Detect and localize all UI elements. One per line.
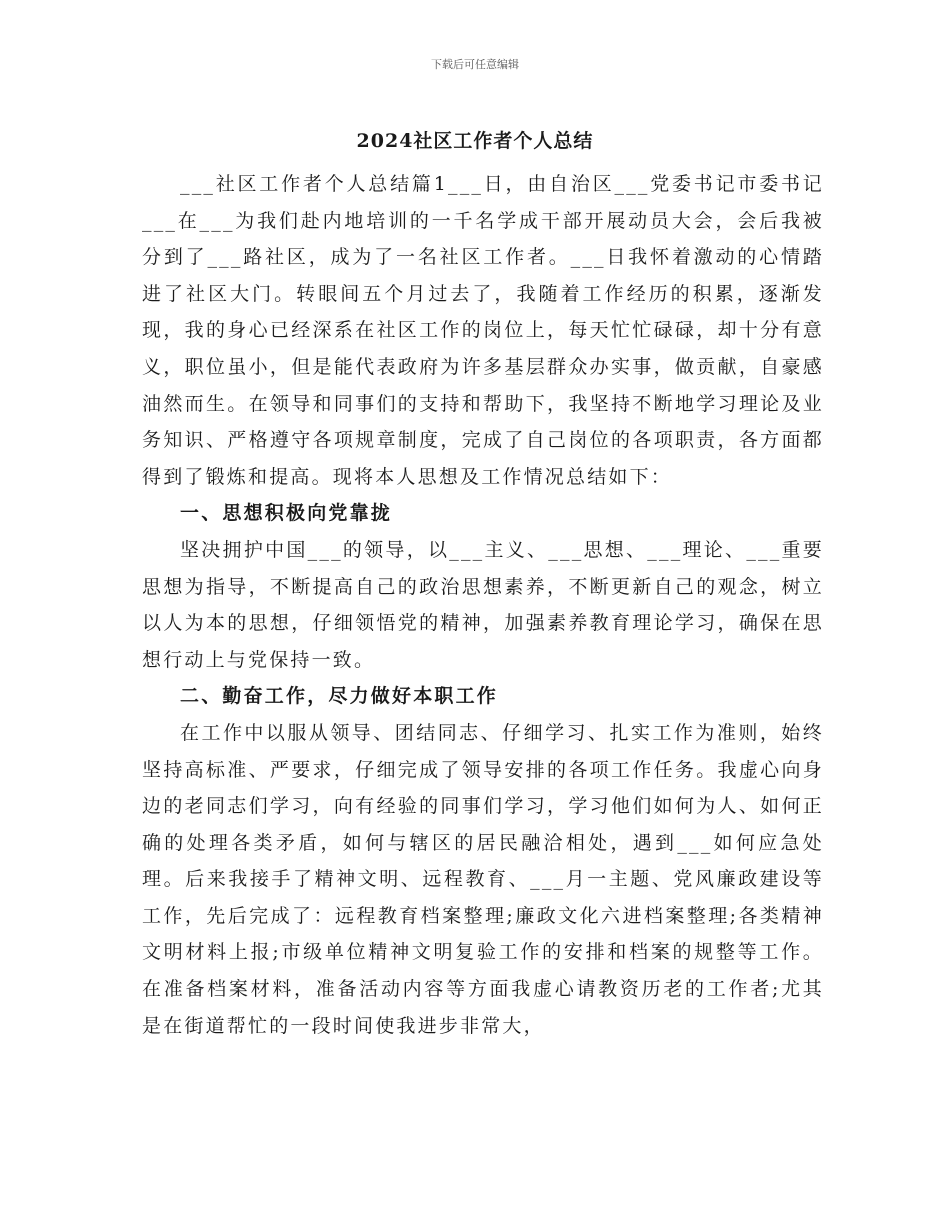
section-heading-2: 二、勤奋工作，尽力做好本职工作	[180, 685, 499, 708]
section-heading-1: 一、思想积极向党靠拢	[180, 502, 393, 525]
section-paragraph-1: 坚决拥护中国___的领导，以___主义、___思想、___理论、___重要思想为指导，不断提高自己的政治思想素养，不断更新自己的观念，树立以人为本的思想，仔细领悟党的精神，加强素养教育理论学习，确保在思想行动上与党保持一致。	[142, 538, 824, 671]
intro-paragraph: ___社区工作者个人总结篇1___日，由自治区___党委书记市委书记___在___为我们赴内地培训的一千名学成干部开展动员大会，会后我被分到了___路社区，成为了一名社区工作者。___日我怀着激动的心情踏进了社区大门。转眼间五个月过去了，我随着工作经历的积累，逐渐发现，我的身心已经深系在社区工作的岗位上，每天忙忙碌碌，却十分有意义，职位虽小，但是能代表政府为许多基层群众办实事，做贡献，自豪感油然而生。在领导和同事们的支持和帮助下，我坚持不断地学习理论及业务知识、严格遵守各项规章制度，完成了自己岗位的各项职责，各方面都得到了锻炼和提高。现将本人思想及工作情况总结如下：	[142, 173, 824, 488]
document-body	[142, 166, 824, 1044]
section-paragraph-2: 在工作中以服从领导、团结同志、仔细学习、扎实工作为准则，始终坚持高标准、严要求，仔细完成了领导安排的各项工作任务。我虚心向身边的老同志们学习，向有经验的同事们学习，学习他们如何为人、如何正确的处理各类矛盾，如何与辖区的居民融洽相处，遇到___如何应急处理。后来我接手了精神文明、远程教育、___月一主题、党风廉政建设等工作，先后完成了：远程教育档案整理;廉政文化六进档案整理;各类精神文明材料上报;市级单位精神文明复验工作的安排和档案的规整等工作。在准备档案材料，准备活动内容等方面我虚心请教资历老的工作者;尤其是在街道帮忙的一段时间使我进步非常大，	[142, 721, 824, 1037]
header-note: 下载后可任意编辑	[431, 58, 519, 71]
document-title: 2024社区工作者个人总结	[356, 130, 594, 152]
